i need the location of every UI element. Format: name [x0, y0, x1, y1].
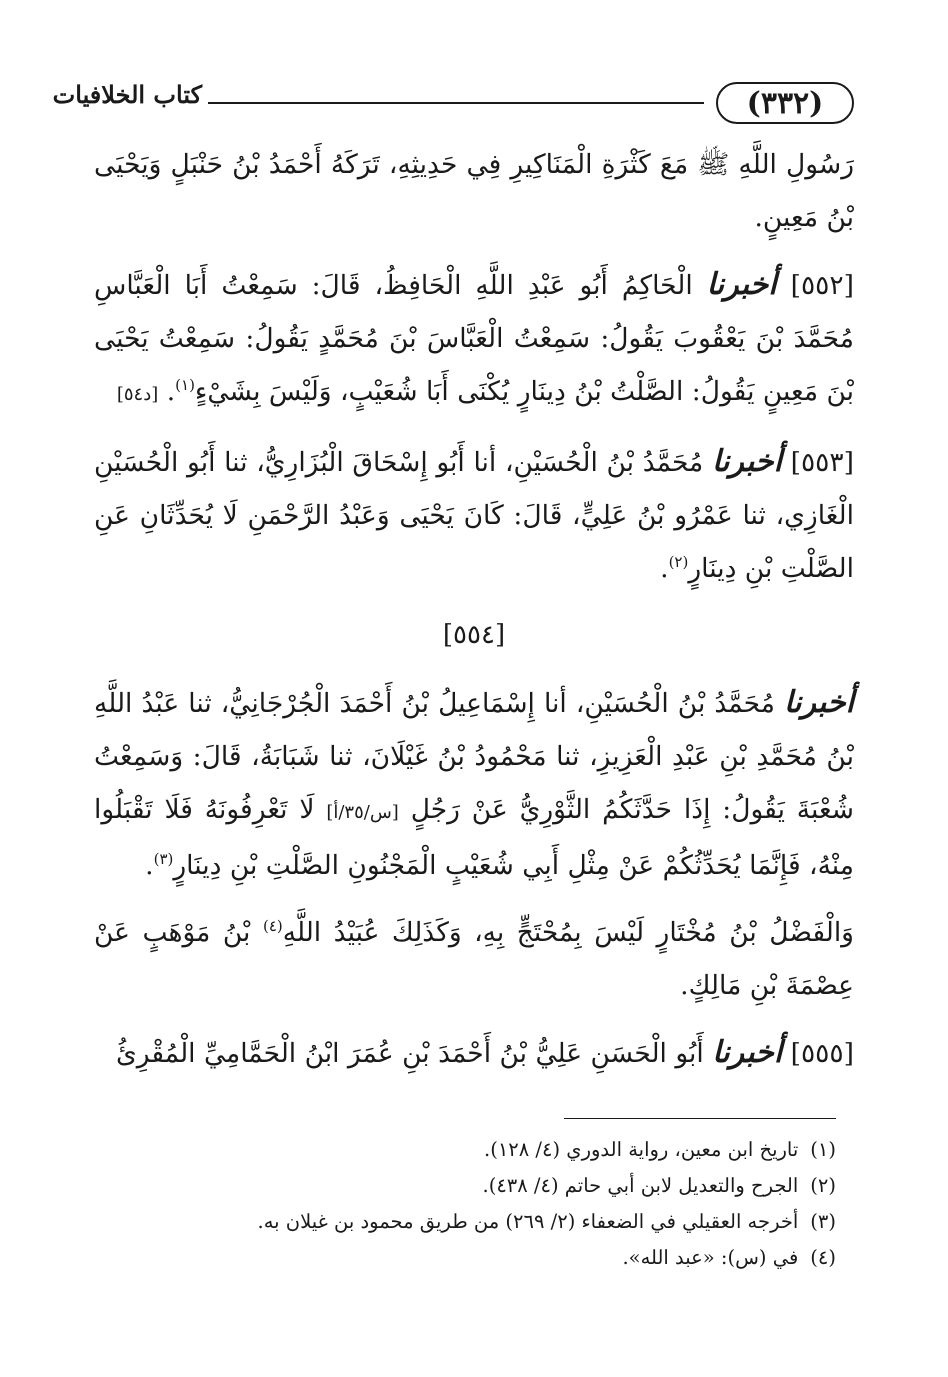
manuscript-ref: [د٥٤] — [116, 384, 159, 405]
hadith-number: [٥٥٣] — [790, 447, 854, 478]
footnote-4 — [96, 1240, 836, 1276]
footnote-mark: (٤) — [262, 917, 283, 936]
footnote-3 — [96, 1204, 836, 1240]
hadith-text: مُحَمَّدُ بْنُ الْحُسَيْنِ، أنا أَبُو إِسْحَاقَ الْبُزَارِيُّ، ثنا أَبُو الْحُسَيْنِ الْغَازِي، ثنا عَمْرُو بْنُ عَلِيٍّ، قَالَ: كَانَ يَحْيَى وَعَبْدُ الرَّحْمَنِ لَا يُحَدِّثَانِ عَنِ الصَّلْتِ بْنِ دِينَارٍ — [94, 447, 854, 584]
footnote-mark: (١) — [175, 376, 195, 395]
akhbarana-word: أخبرنا — [712, 1035, 783, 1070]
sentence-end: . — [145, 850, 154, 881]
paragraph-continuation — [94, 138, 854, 244]
paragraph-text: وَالْفَضْلُ بْنُ مُخْتَارٍ لَيْسَ بِمُحْتَجٍّ بِهِ، وَكَذَلِكَ عُبَيْدُ اللَّهِ — [282, 917, 854, 948]
header-rule — [208, 102, 704, 104]
sentence-end: . — [660, 553, 669, 584]
page-header — [52, 80, 854, 130]
footnote-mark: (٣) — [153, 850, 174, 869]
footnote-text: أخرجه العقيلي في الضعفاء (٢/ ٢٦٩) من طريق محمود بن غيلان به. — [257, 1210, 799, 1233]
hadith-number: [٥٥٥] — [790, 1038, 854, 1069]
main-text — [94, 138, 854, 1094]
hadith-555 — [94, 1026, 854, 1080]
paragraph-text: رَسُولِ اللَّهِ ﷺ مَعَ كَثْرَةِ الْمَنَاكِيرِ فِي حَدِيثِهِ، تَرَكَهُ أَحْمَدُ بْنُ حَنْبَلٍ وَيَحْيَى بْنُ مَعِينٍ. — [94, 149, 854, 233]
hadith-text: لَا تَعْرِفُونَهُ فَلَا تَقْبَلُوا مِنْهُ، فَإِنَّمَا يُحَدِّثُكُمْ عَنْ مِثْلِ أَبِي شُعَيْبٍ الْمَجْنُونِ الصَّلْتِ بْنِ دِينَارٍ — [94, 794, 854, 881]
footnote-separator — [564, 1118, 836, 1119]
footnote-2 — [96, 1168, 836, 1204]
hadith-text: مُحَمَّدُ بْنُ الْحُسَيْنِ، أنا إِسْمَاعِيلُ بْنُ أَحْمَدَ الْجُرْجَانِيُّ، ثنا عَبْدُ اللَّهِ بْنُ مُحَمَّدِ بْنِ عَبْدِ الْعَزِيزِ، ثنا مَحْمُودُ بْنُ غَيْلَانَ، ثنا شَبَابَةُ، قَالَ: وَسَمِعْتُ شُعْبَةَ يَقُولُ: إِذَا حَدَّثَكُمُ الثَّوْرِيُّ عَنْ رَجُلٍ — [94, 688, 854, 825]
hadith-553 — [94, 435, 854, 595]
hadith-554 — [94, 676, 854, 892]
footnote-1 — [96, 1132, 836, 1168]
footnote-number: (٤) — [810, 1246, 836, 1269]
footnote-text: الجرح والتعديل لابن أبي حاتم (٤/ ٤٣٨). — [482, 1174, 799, 1197]
akhbarana-word: أخبرنا — [784, 685, 854, 720]
paragraph-text: بْنُ مَوْهَبٍ عَنْ عِصْمَةَ بْنِ مَالِكٍ. — [94, 917, 854, 1001]
hadith-text: أَبُو الْحَسَنِ عَلِيُّ بْنُ أَحْمَدَ بْنِ عُمَرَ ابْنُ الْحَمَّامِيِّ الْمُقْرِئُ — [116, 1038, 704, 1069]
book-title: كتاب الخلافيات — [52, 80, 202, 109]
footnote-mark: (٢) — [668, 553, 689, 572]
hadith-number: [٥٥٢] — [790, 270, 854, 301]
footnotes — [96, 1132, 836, 1276]
footnote-text: في (س): «عبد الله». — [622, 1246, 799, 1269]
akhbarana-word: أخبرنا — [706, 267, 777, 302]
footnote-text: تاريخ ابن معين، رواية الدوري (٤/ ١٢٨). — [484, 1138, 799, 1161]
footnote-number: (٢) — [810, 1174, 836, 1197]
hadith-552 — [94, 258, 854, 421]
footnote-number: (٣) — [810, 1210, 836, 1233]
page-number: (٣٣٢) — [716, 82, 854, 124]
akhbarana-word: أخبرنا — [711, 444, 782, 479]
sentence-end: . — [166, 376, 176, 407]
paragraph-fadl — [94, 906, 854, 1012]
footnote-number: (١) — [810, 1138, 836, 1161]
manuscript-ref: [س/٣٥/أ] — [326, 802, 399, 823]
hadith-text: الْحَاكِمُ أَبُو عَبْدِ اللَّهِ الْحَافِظُ، قَالَ: سَمِعْتُ أَبَا الْعَبَّاسِ مُحَمَّدَ بْنَ يَعْقُوبَ يَقُولُ: سَمِعْتُ الْعَبَّاسَ بْنَ مُحَمَّدٍ يَقُولُ: سَمِعْتُ يَحْيَى بْنَ مَعِينٍ يَقُولُ: الصَّلْتُ بْنُ دِينَارٍ يُكْنَى أَبَا شُعَيْبٍ، وَلَيْسَ بِشَيْءٍ — [94, 270, 854, 407]
hadith-554-number: [٥٥٤] — [442, 620, 506, 650]
